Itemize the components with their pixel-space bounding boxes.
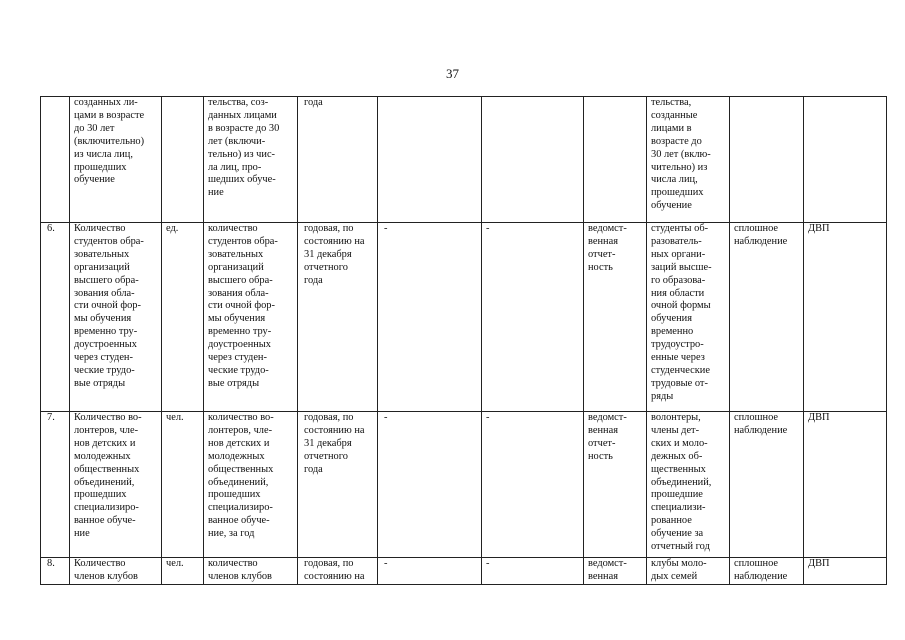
- cell-method: сплошное наблюдение: [730, 558, 804, 585]
- cell-unit: чел.: [162, 558, 204, 585]
- cell-col7: -: [482, 412, 584, 558]
- page-number: 37: [446, 66, 459, 81]
- cell-indicator: Количество студентов обра- зовательных организаций высшего обра- зования обла- сти очной фор- мы обучения временно тру- доустроенных через студен- ческие трудо- вые отряды: [70, 223, 162, 412]
- cell-definition: количество членов клубов: [204, 558, 298, 585]
- cell-col7: -: [482, 223, 584, 412]
- cell-number: [41, 97, 70, 223]
- table-row: [41, 412, 887, 558]
- cell-col6: -: [378, 412, 482, 558]
- indicator-table: [40, 96, 887, 585]
- cell-number: 6.: [41, 223, 70, 412]
- cell-period: годовая, по состоянию на 31 декабря отчетного года: [298, 223, 378, 412]
- cell-unit: [162, 97, 204, 223]
- cell-number: 7.: [41, 412, 70, 558]
- cell-source: ведомст- венная отчет- ность: [584, 412, 647, 558]
- cell-object: студенты об- разователь- ных органи- заций высше- го образова- ния области очной формы обучения временно трудоустро- енные через студенческие трудовые от- ряды: [647, 223, 730, 412]
- cell-definition: количество во- лонтеров, чле- нов детских и молодежных общественных объединений, прошедших специализиро- ванное обуче- ние, за год: [204, 412, 298, 558]
- cell-method: сплошное наблюдение: [730, 412, 804, 558]
- cell-responsible: ДВП: [804, 412, 887, 558]
- cell-source: [584, 97, 647, 223]
- cell-method: сплошное наблюдение: [730, 223, 804, 412]
- cell-col7: -: [482, 558, 584, 585]
- cell-object: волонтеры, члены дет- ских и моло- дежных об- щественных объединений, прошедшие специализи- рованное обучение за отчетный год: [647, 412, 730, 558]
- cell-unit: чел.: [162, 412, 204, 558]
- cell-period: года: [298, 97, 378, 223]
- cell-responsible: [804, 97, 887, 223]
- cell-col7: [482, 97, 584, 223]
- cell-object: клубы моло- дых семей: [647, 558, 730, 585]
- cell-number: 8.: [41, 558, 70, 585]
- cell-source: ведомст- венная отчет- ность: [584, 223, 647, 412]
- cell-period: годовая, по состоянию на: [298, 558, 378, 585]
- table-row: [41, 97, 887, 223]
- cell-responsible: ДВП: [804, 558, 887, 585]
- table-row: [41, 223, 887, 412]
- cell-definition: количество студентов обра- зовательных организаций высшего обра- зования обла- сти очной фор- мы обучения временно тру- доустроенных через студен- ческие трудо- вые отряды: [204, 223, 298, 412]
- table-row: [41, 558, 887, 585]
- cell-method: [730, 97, 804, 223]
- cell-definition: тельства, соз- данных лицами в возрасте до 30 лет (включи- тельно) из чис- ла лиц, про- шедших обуче- ние: [204, 97, 298, 223]
- cell-object: тельства, созданные лицами в возрасте до 30 лет (вклю- чительно) из числа лиц, прошедших обучение: [647, 97, 730, 223]
- cell-period: годовая, по состоянию на 31 декабря отчетного года: [298, 412, 378, 558]
- cell-unit: ед.: [162, 223, 204, 412]
- cell-col6: -: [378, 223, 482, 412]
- cell-responsible: ДВП: [804, 223, 887, 412]
- cell-indicator: Количество во- лонтеров, чле- нов детских и молодежных общественных объединений, прошедших специализиро- ванное обуче- ние: [70, 412, 162, 558]
- cell-indicator: Количество членов клубов: [70, 558, 162, 585]
- cell-col6: -: [378, 558, 482, 585]
- cell-source: ведомст- венная: [584, 558, 647, 585]
- cell-indicator: созданных ли- цами в возрасте до 30 лет (включительно) из числа лиц, прошедших обучение: [70, 97, 162, 223]
- cell-col6: [378, 97, 482, 223]
